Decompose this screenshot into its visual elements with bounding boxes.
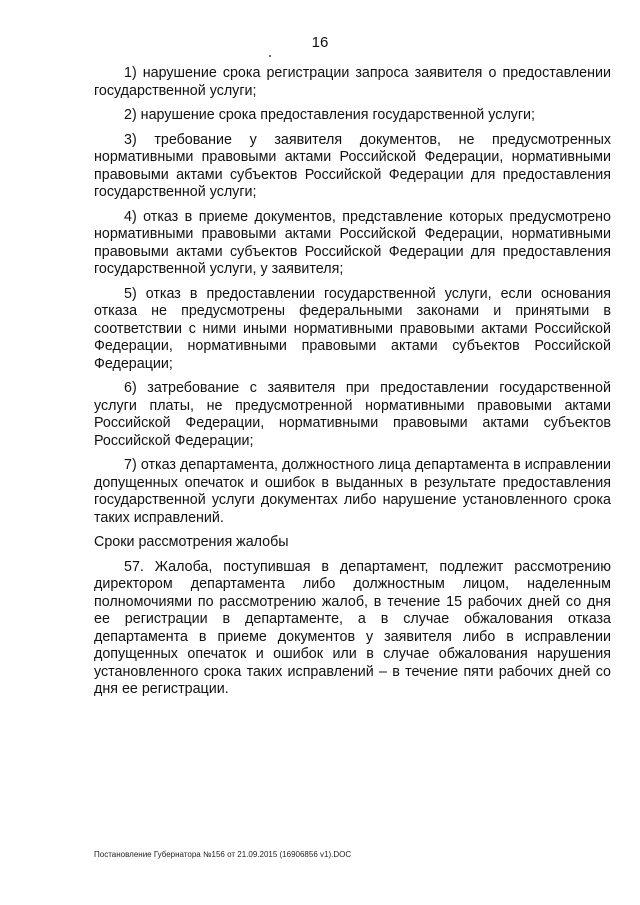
paragraph-57: 57. Жалоба, поступившая в департамент, подлежит рассмотрению директором департамента либо должностным лицом, наделенным полномочиями по рассмотрению жалоб, в течение 15 рабочих дней со дня ее регистрации в департаменте, а в случае обжалования отказа департамента в приеме документов у заявителя либо в исправлении допущенных опечаток и ошибок или в случае обжалования нарушения установленного срока таких исправлений – в течение пяти рабочих дней со дня ее регистрации. <box>94 558 611 697</box>
list-item-1: 1) нарушение срока регистрации запроса заявителя о предоставлении государственной услуги; <box>94 65 611 99</box>
document-body <box>94 65 611 706</box>
list-item-3: 3) требование у заявителя документов, не предусмотренных нормативными правовыми актами Российской Федерации, нормативными правовыми актами субъектов Российской Федерации для предоставления государственной услуги; <box>94 131 611 200</box>
list-item-5: 5) отказ в предоставлении государственной услуги, если основания отказа не предусмотрены федеральными законами и принятыми в соответствии с ними иными нормативными правовыми актами Российской Федерации, нормативными правовыми актами субъектов Российской Федерации; <box>94 285 611 372</box>
list-item-4: 4) отказ в приеме документов, представление которых предусмотрено нормативными правовыми актами Российской Федерации, нормативными правовыми актами субъектов Российской Федерации для предоставления государственной услуги, у заявителя; <box>94 208 611 277</box>
list-item-2: 2) нарушение срока предоставления государственной услуги; <box>124 107 536 123</box>
section-heading: Сроки рассмотрения жалобы <box>94 534 289 550</box>
list-item-6: 6) затребование с заявителя при предоставлении государственной услуги платы, не предусмотренной нормативными правовыми актами Российской Федерации, нормативными правовыми актами субъектов Российской Федерации; <box>94 380 611 449</box>
page-number: 16 <box>311 34 329 51</box>
list-item-7: 7) отказ департамента, должностного лица департамента в исправлении допущенных опечаток и ошибок в выданных в результате предоставления государственной услуги документах либо нарушение установленного срока таких исправлений. <box>94 457 611 526</box>
document-footer: Постановление Губернатора №156 от 21.09.2015 (16906856 v1).DOC <box>94 850 352 859</box>
scan-dot <box>269 55 271 57</box>
